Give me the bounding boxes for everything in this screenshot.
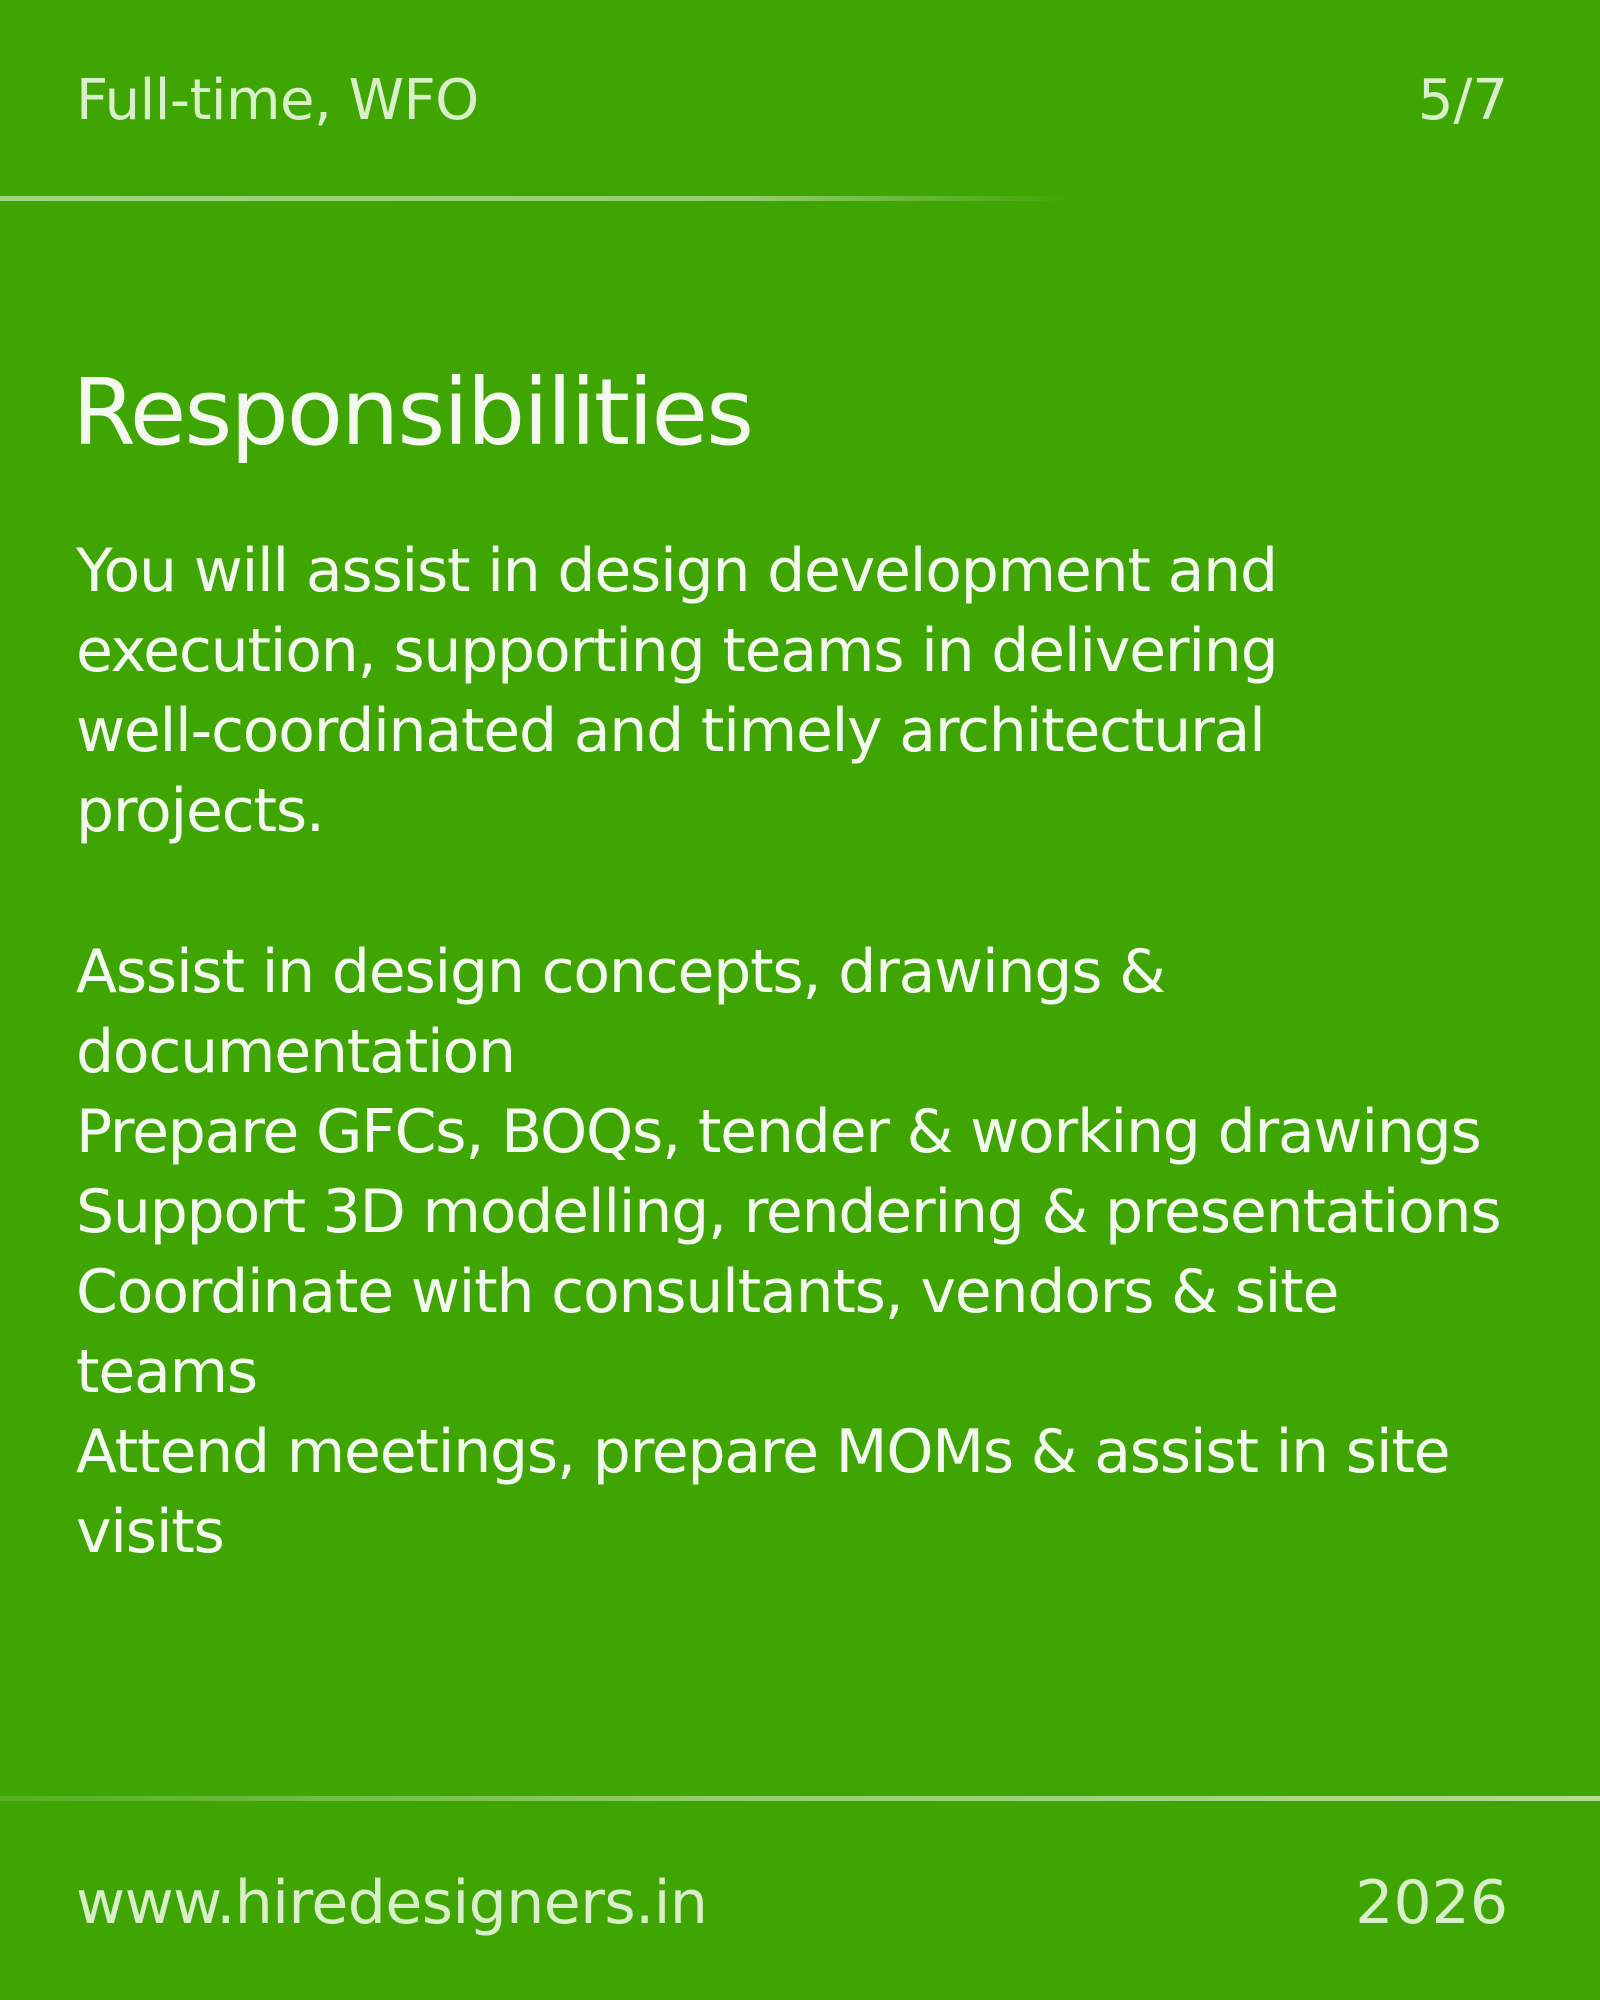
page-indicator: 5/7 xyxy=(1417,68,1508,133)
year-label: 2026 xyxy=(1355,1868,1508,1938)
intro-paragraph xyxy=(76,531,1416,851)
intro-line: execution, supporting teams in delivering xyxy=(76,616,1278,686)
section-heading: Responsibilities xyxy=(72,359,753,466)
responsibility-item xyxy=(76,1252,1546,1412)
responsibility-item xyxy=(76,1092,1546,1172)
responsibility-item xyxy=(76,1412,1546,1572)
responsibility-line: Coordinate with consultants, vendors & site xyxy=(76,1257,1339,1327)
responsibility-item xyxy=(76,932,1546,1092)
intro-line: You will assist in design development and xyxy=(76,536,1277,606)
employment-type: Full-time, WFO xyxy=(76,68,479,133)
responsibility-line: documentation xyxy=(76,1017,515,1087)
responsibilities-list xyxy=(76,932,1546,1572)
responsibility-line: Support 3D modelling, rendering & presentations xyxy=(76,1177,1501,1247)
top-divider xyxy=(0,196,1070,201)
responsibility-line: teams xyxy=(76,1337,257,1407)
website-link[interactable]: www.hiredesigners.in xyxy=(76,1868,708,1938)
intro-line: projects. xyxy=(76,776,324,846)
responsibility-line: Attend meetings, prepare MOMs & assist in site xyxy=(76,1417,1450,1487)
responsibility-item xyxy=(76,1172,1546,1252)
responsibility-line: Prepare GFCs, BOQs, tender & working drawings xyxy=(76,1097,1481,1167)
responsibility-line: visits xyxy=(76,1497,224,1567)
bottom-divider xyxy=(0,1796,1600,1801)
intro-line: well-coordinated and timely architectural xyxy=(76,696,1265,766)
responsibility-line: Assist in design concepts, drawings & xyxy=(76,937,1165,1007)
